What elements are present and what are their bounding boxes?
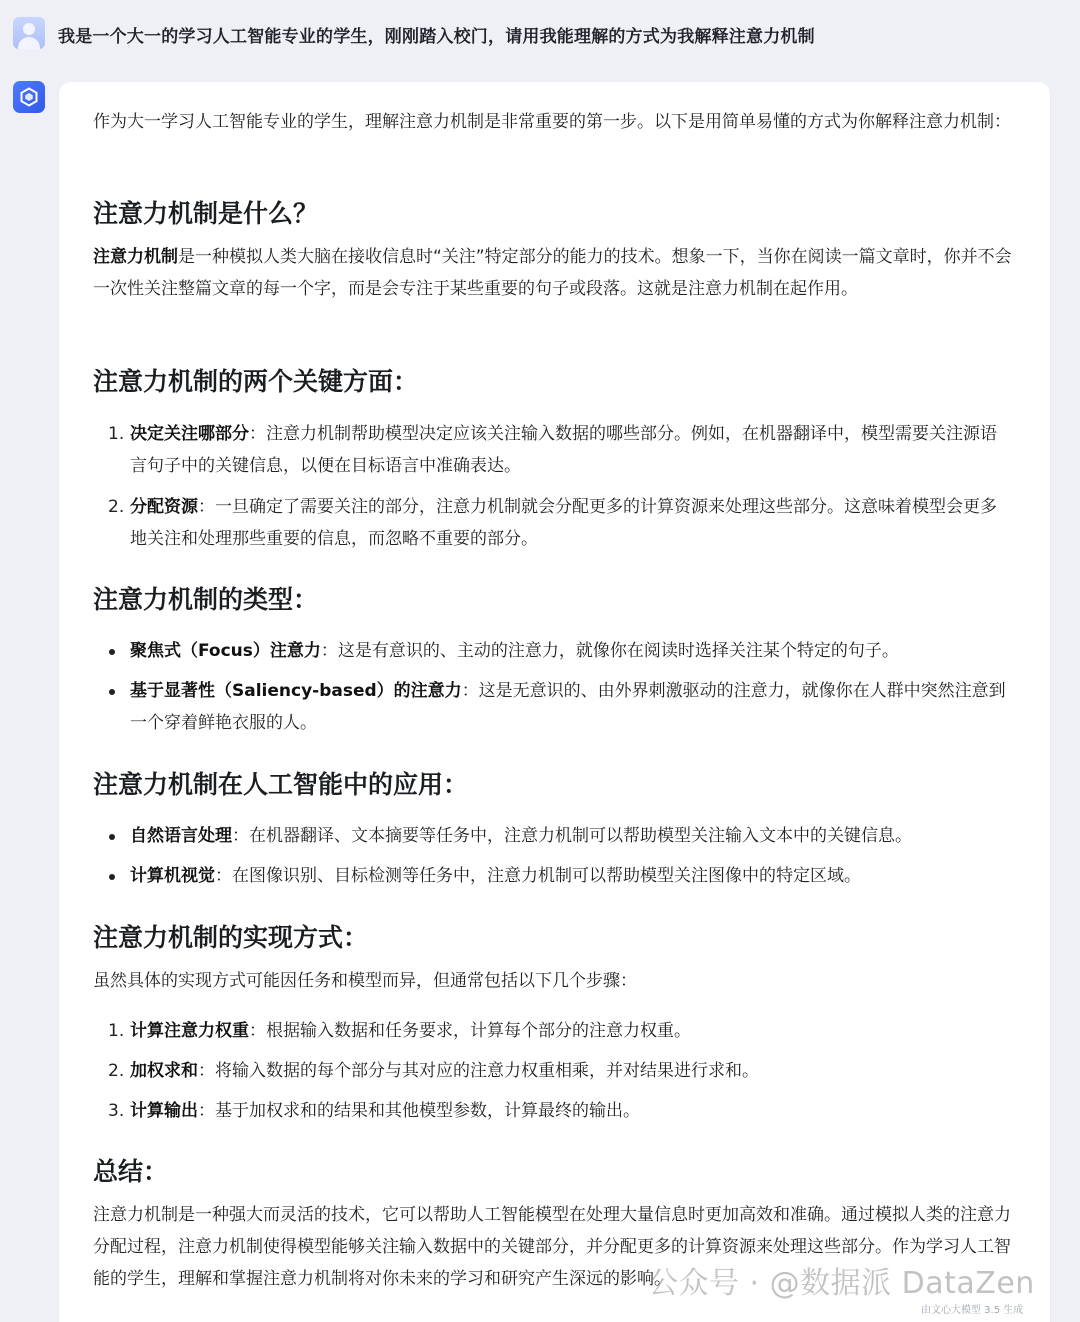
list-item-text: ：在机器翻译、文本摘要等任务中，注意力机制可以帮助模型关注输入文本中的关键信息。 [232,826,912,846]
list-item-text: ：基于加权求和的结果和其他模型参数，计算最终的输出。 [198,1101,640,1121]
section-title-applications: 注意力机制在人工智能中的应用： [93,770,469,799]
list-marker: 1. [108,424,125,444]
list-item-text: ：这是有意识的、主动的注意力，就像你在阅读时选择关注某个特定的句子。 [320,641,899,661]
user-message-row [0,0,1080,68]
section-implementation-intro: 虽然具体的实现方式可能因任务和模型而异，但通常包括以下几个步骤： [93,971,637,991]
section-title-what: 注意力机制是什么？ [93,199,319,228]
list-item-bold: 计算机视觉 [130,866,215,886]
list-item-bold: 分配资源 [130,497,198,517]
list-item-bold: 加权求和 [130,1061,198,1081]
section-what-paragraph [93,241,1013,305]
list-marker: 2. [108,497,125,517]
bullet-dot [109,874,115,880]
list-item [93,1095,1013,1127]
ernie-bot-logo-icon [13,81,45,113]
answer-intro: 作为大一学习人工智能专业的学生，理解注意力机制是非常重要的第一步。以下是用简单易懂的方式为你解释注意力机制： [93,112,1011,132]
list-item [93,820,1013,852]
paragraph-text: 是一种模拟人类大脑在接收信息时“关注”特定部分的能力的技术。想象一下，当你在阅读一篇文章时，你并不会一次性关注整篇文章的每一个字，而是会专注于某些重要的句子或段落。这就是注意力机制在起作用。 [93,247,1012,299]
section-title-implementation: 注意力机制的实现方式： [93,923,369,952]
list-item [93,1055,1013,1087]
list-item [93,418,1013,482]
list-item-text: ：这是无意识的、由外界刺激驱动的注意力，就像你在人群中突然注意到一个穿着鲜艳衣服的人。 [130,681,1006,733]
bullet-dot [109,649,115,655]
list-marker: 3. [108,1101,125,1121]
list-item-text: ：一旦确定了需要关注的部分，注意力机制就会分配更多的计算资源来处理这些部分。这意味着模型会更多地关注和处理那些重要的信息，而忽略不重要的部分。 [130,497,997,549]
section-title-summary: 总结： [93,1157,169,1186]
list-item-bold: 计算注意力权重 [130,1021,249,1041]
list-item-bold: 基于显著性（Saliency-based）的注意力 [130,681,462,701]
bullet-dot [109,834,115,840]
bullet-dot [109,689,115,695]
list-item-bold: 自然语言处理 [130,826,232,846]
section-title-types: 注意力机制的类型： [93,585,319,614]
list-item [93,675,1013,739]
user-avatar-icon [13,17,45,49]
list-item [93,491,1013,555]
list-item-text: ：注意力机制帮助模型决定应该关注输入数据的哪些部分。例如，在机器翻译中，模型需要关注源语言句子中的关键信息，以便在目标语言中准确表达。 [130,424,997,476]
list-item-text: ：根据输入数据和任务要求，计算每个部分的注意力权重。 [249,1021,691,1041]
list-item-text: ：在图像识别、目标检测等任务中，注意力机制可以帮助模型关注图像中的特定区域。 [215,866,861,886]
section-summary-paragraph: 注意力机制是一种强大而灵活的技术，它可以帮助人工智能模型在处理大量信息时更加高效和准确。通过模拟人类的注意力分配过程，注意力机制使得模型能够关注输入数据中的关键部分，并分配更多的计算资源来处理这些部分。作为学习人工智能的学生，理解和掌握注意力机制将对你未来的学习和研究产生深远的影响。 [93,1205,1011,1289]
list-item-bold: 聚焦式（Focus）注意力 [130,641,321,661]
list-item-bold: 计算输出 [130,1101,198,1121]
generated-by-label: 由文心大模型 3.5 生成 [921,1305,1024,1316]
list-item [93,635,1013,667]
list-marker: 1. [108,1021,125,1041]
watermark-text: 公众号 · @数据派 DataZen [648,1266,1035,1301]
list-marker: 2. [108,1061,125,1081]
list-item [93,1015,1013,1047]
bold-term: 注意力机制 [93,247,178,267]
answer-card [59,82,1050,1322]
user-question-text: 我是一个大一的学习人工智能专业的学生，刚刚踏入校门，请用我能理解的方式为我解释注意力机制 [58,27,815,47]
list-item [93,860,1013,892]
list-item-bold: 决定关注哪部分 [130,424,249,444]
list-item-text: ：将输入数据的每个部分与其对应的注意力权重相乘，并对结果进行求和。 [198,1061,759,1081]
section-title-key-aspects: 注意力机制的两个关键方面： [93,367,419,396]
